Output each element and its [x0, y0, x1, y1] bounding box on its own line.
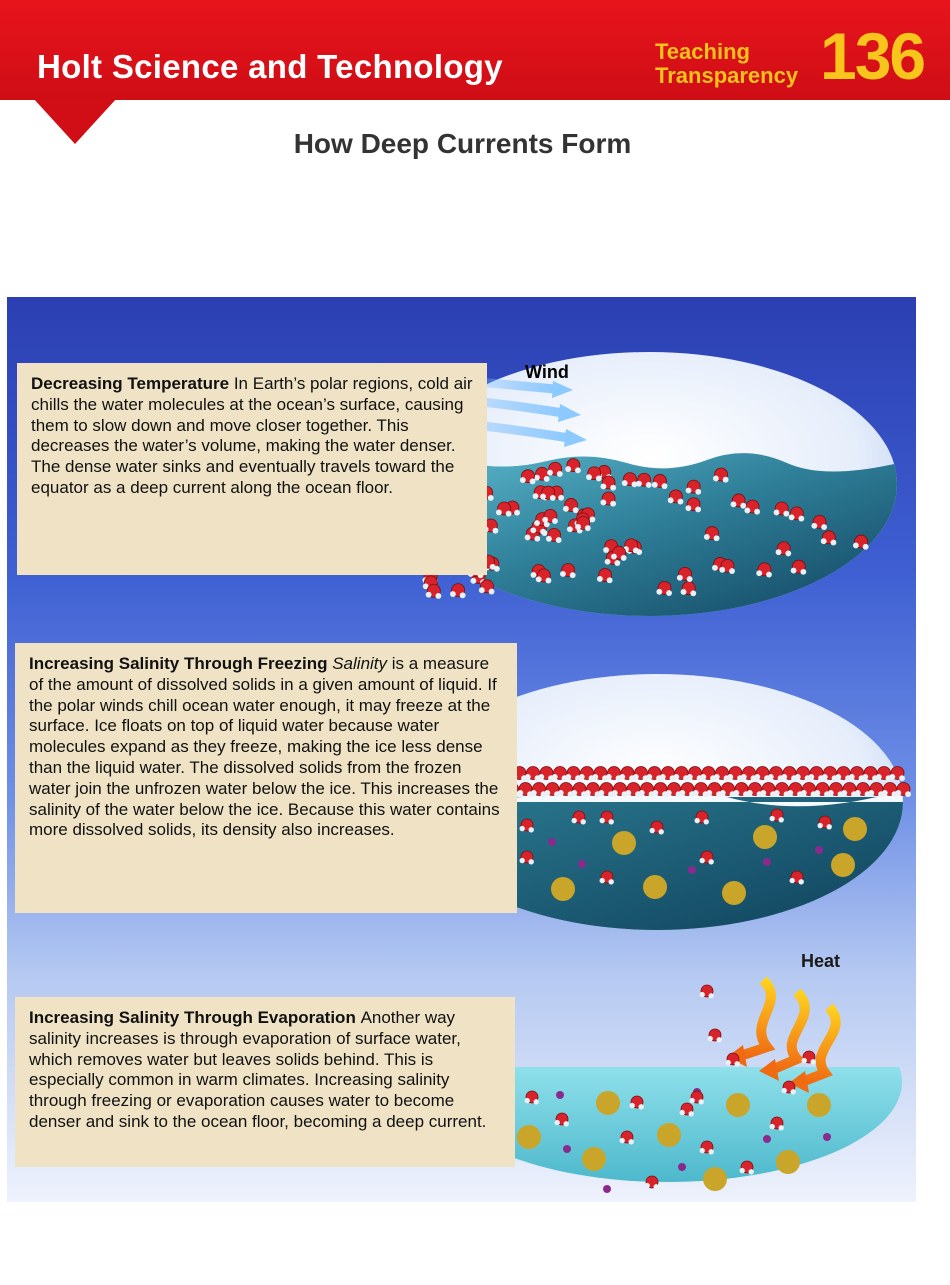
textbox-freezing — [15, 643, 517, 913]
dissolved-solid — [831, 853, 855, 877]
transparency-number: 136 — [820, 19, 925, 93]
dissolved-solid — [843, 817, 867, 841]
evaporating-molecule — [708, 1029, 722, 1043]
wind-label: Wind — [525, 362, 569, 382]
dissolved-solid — [776, 1150, 800, 1174]
evaporating-molecule — [700, 985, 714, 999]
dissolved-ion — [578, 860, 586, 868]
heading-freezing: Increasing Salinity Through Freezing — [29, 654, 333, 673]
evaporating-molecule — [726, 1053, 740, 1067]
dissolved-ion — [763, 1135, 771, 1143]
dissolved-ion — [556, 1091, 564, 1099]
evaporating-molecule — [802, 1051, 816, 1065]
dissolved-solid — [612, 831, 636, 855]
dissolved-ion — [688, 866, 696, 874]
dissolved-solid — [722, 881, 746, 905]
water-molecule — [450, 584, 466, 599]
diagram-panel — [7, 297, 916, 1202]
dissolved-solid — [726, 1093, 750, 1117]
term-salinity: Salinity — [332, 654, 392, 673]
dissolved-ion — [603, 1185, 611, 1193]
dissolved-solid — [551, 877, 575, 901]
teaching-transparency-label — [655, 40, 798, 88]
heading-decreasing-temperature: Decreasing Temperature — [31, 374, 234, 393]
dissolved-ion — [815, 846, 823, 854]
heat-label: Heat — [801, 951, 841, 971]
textbox-evaporation — [15, 997, 515, 1167]
textbox-decreasing-temperature — [17, 363, 487, 575]
header-bar — [0, 0, 950, 100]
dissolved-solid — [807, 1093, 831, 1117]
dissolved-ion — [763, 858, 771, 866]
dissolved-ion — [823, 1133, 831, 1141]
dissolved-solid — [643, 875, 667, 899]
dissolved-solid — [703, 1167, 727, 1191]
dissolved-solid — [753, 825, 777, 849]
dissolved-ion — [563, 1145, 571, 1153]
body-evaporation: Another way salinity increases is through evaporation of surface water, which removes water but leaves solids behind. This is especially common in warm climates. Increasing salinity through freezing or evaporation causes water to become denser and sink to the ocean floor, becoming a deep current. — [29, 1008, 487, 1131]
dissolved-solid — [517, 1125, 541, 1149]
dissolved-ion — [548, 838, 556, 846]
publisher-title: Holt Science and Technology — [37, 48, 503, 85]
dissolved-ion — [678, 1163, 686, 1171]
transparency-line-1: Teaching — [655, 39, 750, 64]
body-freezing: is a measure of the amount of dissolved solids in a given amount of liquid. If the polar winds chill ocean water enough, it may freeze at the surface. Ice floats on top of liquid water because water molecules expand as they freeze, making the ice less dense than the liquid water. The dissolved solids from the frozen water join the unfrozen water below the ice. This increases the salinity of the water below the ice. Because this water contains more dissolved solids, its density also increases. — [29, 654, 500, 840]
dissolved-solid — [582, 1147, 606, 1171]
dissolved-solid — [596, 1091, 620, 1115]
body-decreasing-temperature: In Earth’s polar regions, cold air chills the water molecules at the ocean’s surface, causing them to slow down and move closer together. This decreases the water’s volume, making the water denser. The dense water sinks and eventually travels toward the equator as a deep current along the ocean floor. — [31, 374, 473, 497]
heading-evaporation: Increasing Salinity Through Evaporation — [29, 1008, 361, 1027]
page-title: How Deep Currents Form — [293, 128, 632, 159]
dissolved-solid — [657, 1123, 681, 1147]
transparency-line-2: Transparency — [655, 63, 799, 88]
